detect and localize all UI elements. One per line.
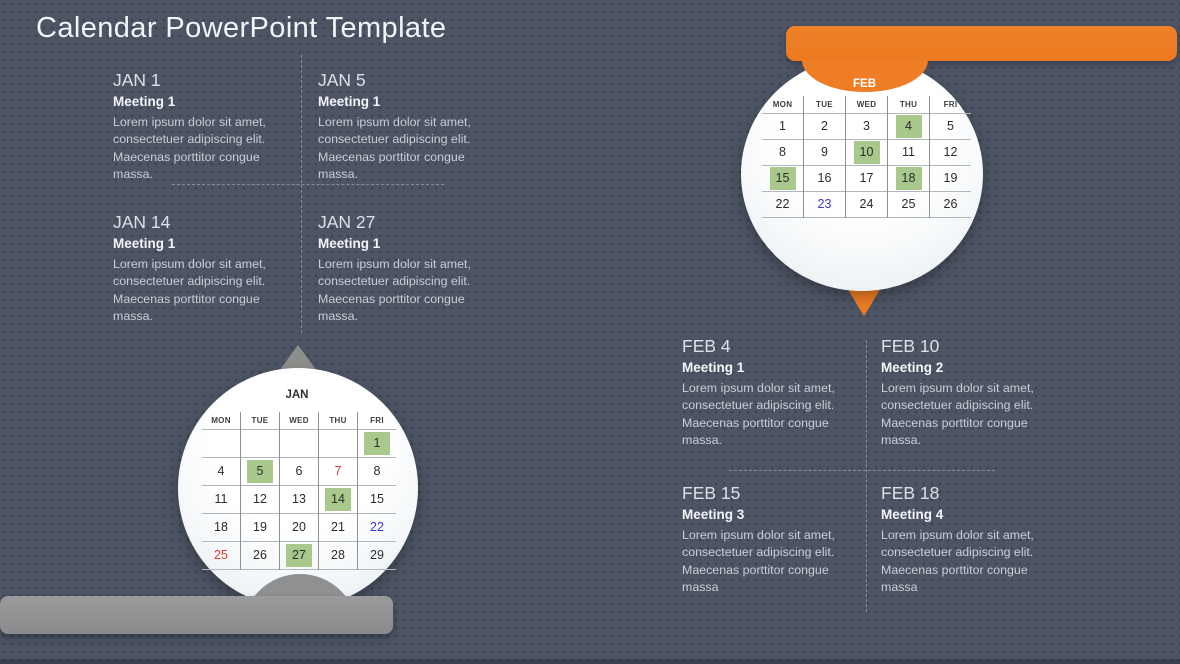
day-number: 1 — [779, 119, 786, 133]
orange-banner — [786, 26, 1177, 61]
day-cell — [358, 514, 397, 542]
meeting-block — [682, 483, 872, 596]
meeting-title: Meeting 4 — [881, 507, 944, 522]
meeting-block — [881, 483, 1071, 596]
day-cell — [804, 114, 846, 140]
meeting-body: Lorem ipsum dolor sit amet, consectetuer adipiscing elit. Maecenas porttitor congue massa. — [318, 257, 471, 324]
day-number: 8 — [373, 464, 381, 478]
divider-dashed-horizontal — [172, 184, 444, 185]
day-cell — [358, 486, 397, 514]
day-number — [286, 431, 312, 454]
day-cell — [762, 192, 804, 218]
day-number: 23 — [817, 197, 832, 211]
gray-bar — [0, 596, 393, 634]
day-number: 11 — [902, 145, 915, 159]
day-number: 7 — [334, 464, 342, 478]
day-cell — [762, 114, 804, 140]
day-number: 11 — [214, 492, 228, 506]
day-number: 16 — [817, 171, 832, 185]
day-number: 22 — [370, 520, 384, 534]
meeting-date: FEB 15 — [682, 483, 741, 503]
meeting-block — [318, 212, 508, 325]
jan-calendar — [202, 412, 396, 570]
weekday-header: THU — [319, 412, 358, 430]
meeting-body: Lorem ipsum dolor sit amet, consectetuer adipiscing elit. Maecenas porttitor congue massa. — [113, 257, 266, 324]
highlighted-day: 5 — [247, 460, 273, 483]
day-number: 26 — [943, 197, 958, 211]
day-number: 3 — [863, 119, 870, 133]
meeting-block — [318, 70, 508, 183]
calendar-month-label: FEB — [853, 78, 876, 90]
day-cell — [930, 192, 972, 218]
day-number: 19 — [253, 520, 267, 534]
day-cell — [888, 140, 930, 166]
day-number: 12 — [253, 492, 267, 506]
day-number: 19 — [943, 171, 958, 185]
day-cell — [762, 140, 804, 166]
meeting-date: JAN 1 — [113, 70, 161, 90]
meeting-body: Lorem ipsum dolor sit amet, consectetuer adipiscing elit. Maecenas porttitor congue massa. — [113, 115, 266, 182]
day-cell — [280, 514, 319, 542]
slide-title: Calendar PowerPoint Template — [36, 12, 447, 44]
day-cell — [241, 486, 280, 514]
meeting-title: Meeting 1 — [113, 236, 176, 251]
calendar-table — [202, 412, 396, 570]
day-cell — [358, 458, 397, 486]
day-cell — [202, 430, 241, 458]
day-cell — [280, 486, 319, 514]
highlighted-day: 4 — [896, 115, 922, 138]
weekday-header: TUE — [804, 96, 846, 114]
day-cell — [319, 514, 358, 542]
day-cell — [319, 486, 358, 514]
meeting-title: Meeting 1 — [318, 236, 381, 251]
meeting-body: Lorem ipsum dolor sit amet, consectetuer adipiscing elit. Maecenas porttitor congue massa. — [682, 381, 835, 448]
highlighted-day: 14 — [325, 488, 351, 511]
meeting-body: Lorem ipsum dolor sit amet, consectetuer adipiscing elit. Maecenas porttitor congue massa. — [881, 381, 1034, 448]
meeting-body: Lorem ipsum dolor sit amet, consectetuer adipiscing elit. Maecenas porttitor congue massa. — [318, 115, 471, 182]
meeting-date: JAN 27 — [318, 212, 376, 232]
weekday-header: WED — [846, 96, 888, 114]
feb-calendar — [762, 96, 971, 218]
day-number: 21 — [331, 520, 345, 534]
divider-dashed-horizontal — [729, 470, 995, 471]
weekday-header: FRI — [358, 412, 397, 430]
meeting-body: Lorem ipsum dolor sit amet, consectetuer adipiscing elit. Maecenas porttitor congue massa — [682, 528, 835, 595]
meeting-block — [113, 70, 303, 183]
weekday-header: MON — [772, 100, 793, 109]
meeting-date: FEB 18 — [881, 483, 940, 503]
day-number: 25 — [901, 197, 916, 211]
meeting-block — [113, 212, 303, 325]
day-cell — [888, 192, 930, 218]
meeting-title: Meeting 2 — [881, 360, 944, 375]
day-cell — [846, 114, 888, 140]
day-cell — [358, 542, 397, 570]
day-cell — [202, 542, 241, 570]
day-number: 28 — [331, 548, 345, 562]
weekday-header: TUE — [241, 412, 280, 430]
day-cell — [319, 430, 358, 458]
day-cell — [930, 140, 972, 166]
calendar-month-label: JAN — [285, 389, 309, 401]
day-cell — [202, 514, 241, 542]
day-cell — [888, 166, 930, 192]
meeting-date: JAN 14 — [113, 212, 171, 232]
day-number: 22 — [775, 197, 790, 211]
day-cell — [930, 166, 972, 192]
highlighted-day: 1 — [364, 432, 390, 455]
day-number: 2 — [821, 119, 828, 133]
day-cell — [319, 542, 358, 570]
day-cell — [241, 458, 280, 486]
meeting-date: JAN 5 — [318, 70, 366, 90]
day-number: 20 — [292, 520, 306, 534]
day-cell — [358, 430, 397, 458]
meeting-title: Meeting 1 — [318, 94, 381, 109]
day-number: 29 — [370, 548, 384, 562]
day-cell — [280, 430, 319, 458]
meeting-title: Meeting 1 — [682, 360, 745, 375]
meeting-date: FEB 10 — [881, 336, 940, 356]
day-cell — [280, 542, 319, 570]
day-number: 8 — [779, 145, 786, 159]
highlighted-day: 27 — [286, 544, 312, 567]
meeting-title: Meeting 3 — [682, 507, 745, 522]
day-cell — [888, 114, 930, 140]
day-cell — [846, 140, 888, 166]
day-cell — [280, 458, 319, 486]
day-number: 4 — [217, 464, 225, 478]
meeting-body: Lorem ipsum dolor sit amet, consectetuer adipiscing elit. Maecenas porttitor congue massa — [881, 528, 1034, 595]
day-number: 18 — [214, 520, 228, 534]
day-cell — [930, 114, 972, 140]
meeting-block — [682, 336, 872, 449]
highlighted-day: 18 — [896, 167, 922, 190]
day-cell — [804, 166, 846, 192]
weekday-header: MON — [211, 416, 231, 425]
meeting-title: Meeting 1 — [113, 94, 176, 109]
day-cell — [241, 514, 280, 542]
day-cell — [846, 192, 888, 218]
meeting-block — [881, 336, 1071, 449]
day-cell — [241, 430, 280, 458]
day-cell — [846, 166, 888, 192]
day-cell — [319, 458, 358, 486]
highlighted-day: 10 — [854, 141, 880, 164]
day-number: 6 — [295, 464, 303, 478]
highlighted-day: 15 — [770, 167, 796, 190]
day-number — [325, 431, 351, 454]
day-cell — [762, 166, 804, 192]
day-cell — [804, 192, 846, 218]
day-number: 9 — [821, 145, 828, 159]
bottom-edge-strip — [0, 659, 1180, 664]
day-number: 12 — [943, 145, 958, 159]
calendar-table — [762, 96, 971, 218]
weekday-header: WED — [280, 412, 319, 430]
day-number: 26 — [253, 548, 267, 562]
day-cell — [804, 140, 846, 166]
day-number — [247, 431, 273, 454]
weekday-header: THU — [888, 96, 930, 114]
meeting-date: FEB 4 — [682, 336, 731, 356]
day-number: 17 — [859, 171, 874, 185]
day-number: 5 — [947, 119, 954, 133]
day-number: 24 — [859, 197, 874, 211]
day-number: 13 — [292, 492, 306, 506]
day-number: 15 — [370, 492, 384, 506]
day-number — [208, 431, 234, 454]
weekday-header: FRI — [930, 96, 972, 114]
day-cell — [202, 486, 241, 514]
day-number: 25 — [214, 548, 228, 562]
day-cell — [241, 542, 280, 570]
day-cell — [202, 458, 241, 486]
